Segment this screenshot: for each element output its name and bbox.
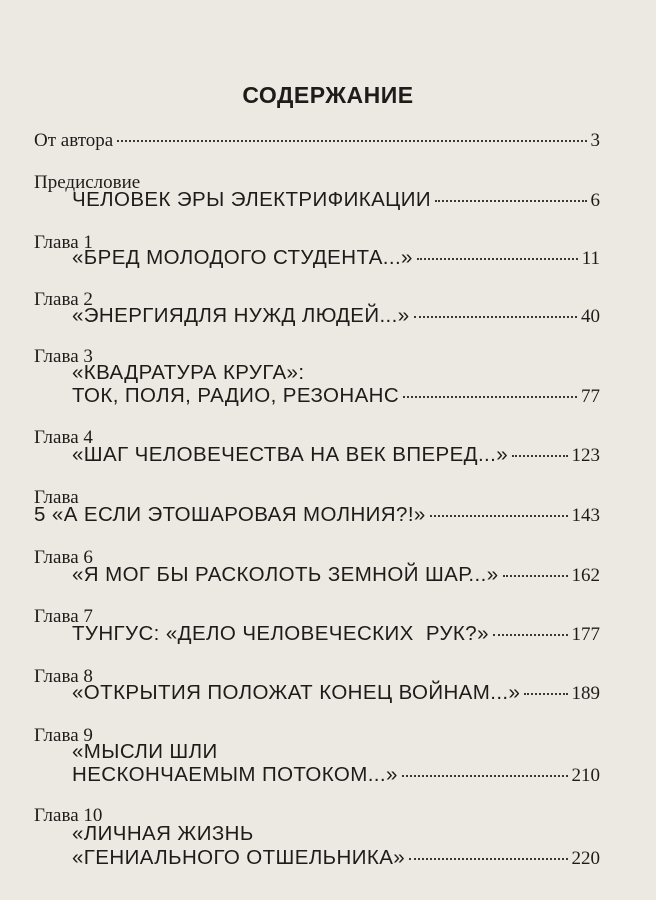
- toc-entry-page: 162: [571, 565, 600, 586]
- toc-entry-ch9[interactable]: [72, 763, 600, 787]
- toc-entry-title: «БРЕД МОЛОДОГО СТУДЕНТА...»: [72, 246, 413, 269]
- toc-entry-ch3-line1[interactable]: [72, 361, 600, 385]
- toc-entry-title: «Я МОГ БЫ РАСКОЛОТЬ ЗЕМНОЙ ШАР...»: [72, 563, 499, 586]
- toc-entry-ch9-line1[interactable]: [72, 740, 600, 764]
- toc-entry-author[interactable]: [34, 130, 600, 152]
- dot-leader: [417, 258, 578, 260]
- toc-entry-ch3[interactable]: [72, 384, 600, 408]
- toc-entry-label-ch2: Глава 2: [34, 289, 93, 310]
- toc-entry-page: 220: [571, 848, 600, 869]
- toc-entry-title: «ЛИЧНАЯ ЖИЗНЬ: [72, 822, 254, 845]
- toc-entry-label-preface: Предисловие: [34, 172, 141, 193]
- toc-entry-ch6[interactable]: [72, 563, 600, 587]
- toc-entry-label-ch8: Глава 8: [34, 666, 93, 687]
- toc-entry-ch7[interactable]: [72, 622, 600, 646]
- toc-entry-title: 5 «А ЕСЛИ ЭТОШАРОВАЯ МОЛНИЯ?!»: [34, 503, 426, 526]
- toc-entry-title: «ШАГ ЧЕЛОВЕЧЕСТВА НА ВЕК ВПЕРЕД...»: [72, 443, 509, 466]
- dot-leader: [493, 634, 568, 636]
- toc-entry-title: ЧЕЛОВЕК ЭРЫ ЭЛЕКТРИФИКАЦИИ: [72, 188, 431, 211]
- toc-entry-page: 143: [571, 505, 600, 526]
- toc-entry-ch4[interactable]: [72, 443, 600, 467]
- toc-entry-label-ch9: Глава 9: [34, 725, 93, 746]
- toc-entry-label: От автора: [34, 130, 114, 151]
- contents-title: СОДЕРЖАНИЕ: [242, 82, 414, 108]
- toc-entry-title: ТУНГУС: «ДЕЛО ЧЕЛОВЕЧЕСКИХ РУК?»: [72, 622, 489, 645]
- toc-entry-title: «ГЕНИАЛЬНОГО ОТШЕЛЬНИКА»: [72, 846, 406, 869]
- dot-leader: [512, 455, 567, 457]
- toc-entry-ch2[interactable]: [72, 304, 600, 328]
- toc-entry-title: «ОТКРЫТИЯ ПОЛОЖАТ КОНЕЦ ВОЙНАМ...»: [72, 681, 521, 704]
- toc-entry-page: 123: [571, 445, 600, 466]
- dot-leader: [524, 693, 567, 695]
- toc-entry-page: 210: [571, 765, 600, 786]
- toc-entry-label-ch4: Глава 4: [34, 427, 93, 448]
- dot-leader: [409, 858, 567, 860]
- dot-leader: [435, 200, 587, 202]
- toc-entry-page: 189: [571, 683, 600, 704]
- toc-entry-page: 40: [581, 306, 600, 327]
- dot-leader: [430, 515, 568, 517]
- toc-entry-title: НЕСКОНЧАЕМЫМ ПОТОКОМ...»: [72, 763, 398, 786]
- toc-entry-label-ch7: Глава 7: [34, 606, 93, 627]
- toc-entry-ch8[interactable]: [72, 681, 600, 705]
- toc-entry-title: «КВАДРАТУРА КРУГА»:: [72, 361, 305, 384]
- toc-entry-ch5[interactable]: [34, 503, 600, 527]
- toc-entry-page: 11: [581, 248, 600, 269]
- toc-entry-title: «ЭНЕРГИЯДЛЯ НУЖД ЛЮДЕЙ...»: [72, 304, 410, 327]
- toc-entry-page: 77: [581, 386, 600, 407]
- toc-entry-page: 3: [590, 130, 600, 151]
- toc-entry-page: 6: [590, 190, 600, 211]
- toc-entry-label-ch1: Глава 1: [34, 232, 93, 253]
- dot-leader: [403, 396, 577, 398]
- dot-leader: [414, 316, 577, 318]
- toc-entry-ch10[interactable]: [72, 846, 600, 870]
- toc-entry-ch10-line1[interactable]: [72, 822, 600, 846]
- dot-leader: [503, 575, 568, 577]
- toc-entry-label-ch6: Глава 6: [34, 547, 93, 568]
- dot-leader: [402, 775, 568, 777]
- toc-entry-label-ch3: Глава 3: [34, 346, 93, 367]
- toc-entry-ch1[interactable]: [72, 246, 600, 270]
- toc-entry-title: «МЫСЛИ ШЛИ: [72, 740, 218, 763]
- toc-entry-label-ch10: Глава 10: [34, 805, 103, 826]
- toc-entry-preface[interactable]: [72, 188, 600, 212]
- toc-entry-label-ch5: Глава: [34, 487, 79, 508]
- toc-entry-page: 177: [571, 624, 600, 645]
- dot-leader: [117, 140, 586, 142]
- toc-entry-title: ТОК, ПОЛЯ, РАДИО, РЕЗОНАНС: [72, 384, 400, 407]
